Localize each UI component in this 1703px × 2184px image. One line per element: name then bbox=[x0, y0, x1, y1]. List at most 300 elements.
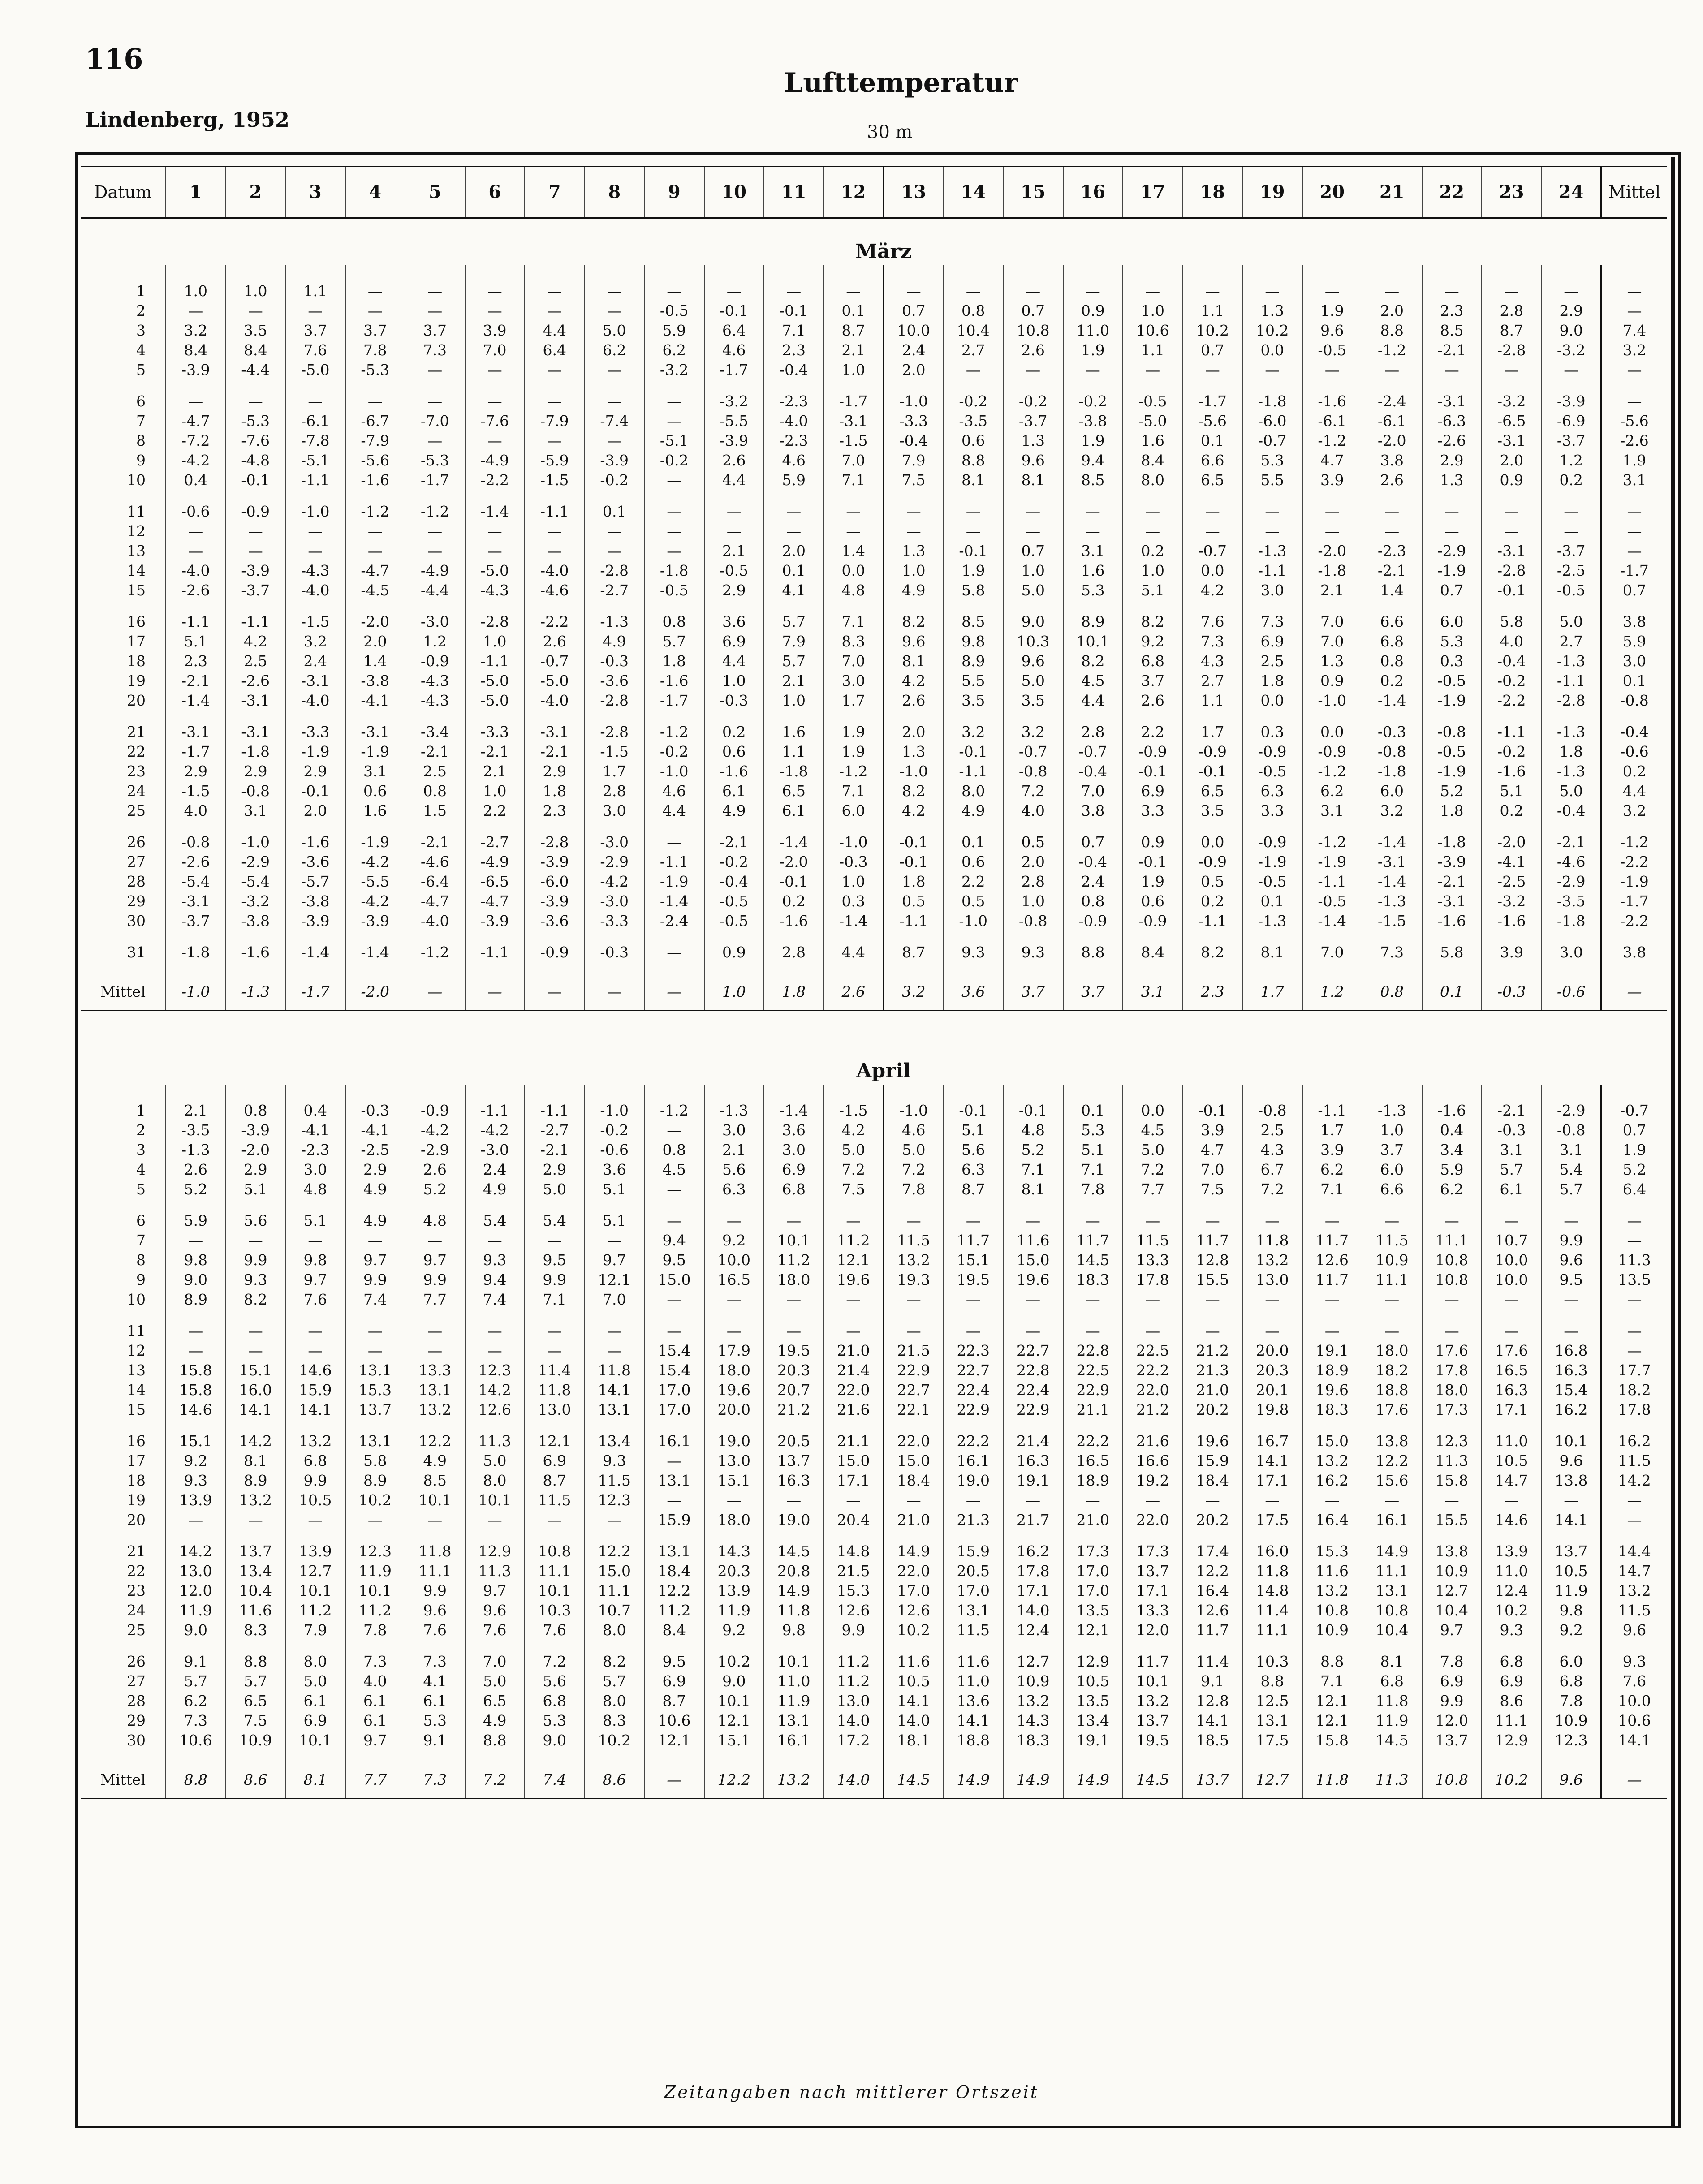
value-cell: 5.0 bbox=[1542, 781, 1602, 801]
value-cell: -3.9 bbox=[525, 852, 585, 872]
value-cell: -4.3 bbox=[405, 691, 465, 711]
value-cell: -7.6 bbox=[465, 411, 525, 431]
table-row bbox=[81, 1471, 1667, 1490]
value-cell: 15.9 bbox=[644, 1510, 704, 1530]
value-cell: 4.4 bbox=[824, 943, 884, 962]
day-cell: 13 bbox=[127, 1361, 146, 1379]
value-cell: — bbox=[764, 1211, 824, 1231]
value-cell: — bbox=[585, 392, 645, 411]
page-number: 116 bbox=[85, 43, 143, 75]
value-cell: -4.6 bbox=[525, 581, 585, 600]
value-cell: — bbox=[1242, 502, 1302, 521]
value-cell: 6.0 bbox=[1362, 1160, 1422, 1180]
value-cell: 13.0 bbox=[166, 1561, 226, 1581]
value-cell: -4.7 bbox=[166, 411, 226, 431]
value-cell: 5.5 bbox=[944, 671, 1004, 691]
value-cell: 7.8 bbox=[1063, 1180, 1123, 1199]
value-cell: 0.2 bbox=[764, 892, 824, 911]
value-cell: -2.6 bbox=[226, 671, 286, 691]
value-cell: — bbox=[644, 1290, 704, 1310]
value-cell: 13.4 bbox=[585, 1431, 645, 1451]
value-cell: 1.9 bbox=[824, 722, 884, 742]
value-cell: -1.3 bbox=[1242, 911, 1302, 931]
value-cell: — bbox=[525, 1321, 585, 1341]
table-row bbox=[81, 742, 1667, 762]
value-cell: 9.3 bbox=[1003, 943, 1063, 962]
value-cell: 16.4 bbox=[1183, 1581, 1243, 1601]
mean-cell: 8.1 bbox=[285, 1762, 345, 1799]
value-cell: -3.7 bbox=[226, 581, 286, 600]
table-row bbox=[81, 1490, 1667, 1510]
value-cell: 0.7 bbox=[1422, 581, 1482, 600]
value-cell: -3.7 bbox=[1003, 411, 1063, 431]
value-cell: 12.2 bbox=[1183, 1561, 1243, 1581]
value-cell: -4.2 bbox=[166, 451, 226, 470]
value-cell: 9.1 bbox=[405, 1731, 465, 1750]
daily-mean-cell: — bbox=[1601, 360, 1667, 380]
value-cell: 17.0 bbox=[1063, 1561, 1123, 1581]
value-cell: 2.0 bbox=[1362, 301, 1422, 321]
value-cell: 15.9 bbox=[944, 1542, 1004, 1561]
value-cell: -5.1 bbox=[285, 451, 345, 470]
value-cell: 2.5 bbox=[226, 651, 286, 671]
value-cell: 12.7 bbox=[285, 1561, 345, 1581]
value-cell: -0.4 bbox=[1542, 801, 1602, 821]
mean-cell: 14.9 bbox=[1063, 1762, 1123, 1799]
value-cell: 13.4 bbox=[226, 1561, 286, 1581]
value-cell: -2.9 bbox=[226, 852, 286, 872]
value-cell: — bbox=[585, 1231, 645, 1250]
value-cell: — bbox=[644, 943, 704, 962]
value-cell: -0.5 bbox=[1302, 892, 1362, 911]
value-cell: 8.2 bbox=[1183, 943, 1243, 962]
day-cell: 7 bbox=[136, 412, 146, 430]
value-cell: 8.2 bbox=[884, 781, 944, 801]
value-cell: 2.4 bbox=[285, 651, 345, 671]
value-cell: 1.0 bbox=[824, 360, 884, 380]
value-cell: 10.5 bbox=[1482, 1451, 1542, 1471]
daily-mean-cell: 1.9 bbox=[1601, 451, 1667, 470]
value-cell: 8.4 bbox=[644, 1620, 704, 1640]
value-cell: 12.6 bbox=[1183, 1601, 1243, 1620]
value-cell: 1.9 bbox=[824, 742, 884, 762]
day-cell: 16 bbox=[127, 1432, 146, 1450]
daily-mean-cell: 14.1 bbox=[1601, 1731, 1667, 1750]
value-cell: — bbox=[1242, 1290, 1302, 1310]
value-cell: 5.6 bbox=[226, 1211, 286, 1231]
day-cell: 3 bbox=[136, 1141, 146, 1159]
value-cell: 22.4 bbox=[944, 1380, 1004, 1400]
value-cell: 15.4 bbox=[1542, 1380, 1602, 1400]
value-cell: 10.4 bbox=[944, 321, 1004, 340]
value-cell: 2.5 bbox=[1242, 1120, 1302, 1140]
value-cell: -1.1 bbox=[525, 502, 585, 521]
value-cell: 8.7 bbox=[944, 1180, 1004, 1199]
table-row bbox=[81, 762, 1667, 781]
value-cell: — bbox=[704, 1290, 764, 1310]
day-cell: 24 bbox=[127, 782, 146, 800]
value-cell: -1.9 bbox=[1422, 561, 1482, 581]
value-cell: -1.6 bbox=[226, 943, 286, 962]
value-cell: — bbox=[1362, 521, 1422, 541]
value-cell: -0.3 bbox=[585, 943, 645, 962]
value-cell: 7.3 bbox=[1183, 632, 1243, 651]
value-cell: 9.3 bbox=[944, 943, 1004, 962]
value-cell: — bbox=[465, 360, 525, 380]
value-cell: 7.3 bbox=[166, 1711, 226, 1731]
value-cell: — bbox=[884, 1290, 944, 1310]
value-cell: 3.0 bbox=[285, 1160, 345, 1180]
value-cell: -3.3 bbox=[465, 722, 525, 742]
value-cell: — bbox=[585, 281, 645, 301]
value-cell: 9.7 bbox=[285, 1270, 345, 1290]
value-cell: -3.0 bbox=[585, 832, 645, 852]
value-cell: 5.1 bbox=[226, 1180, 286, 1199]
value-cell: -2.1 bbox=[405, 742, 465, 762]
value-cell: -3.3 bbox=[585, 911, 645, 931]
value-cell: 21.0 bbox=[824, 1341, 884, 1361]
value-cell: 16.3 bbox=[1482, 1380, 1542, 1400]
value-cell: -7.9 bbox=[345, 431, 405, 451]
value-cell: -0.2 bbox=[944, 392, 1004, 411]
value-cell: 18.3 bbox=[1302, 1400, 1362, 1420]
value-cell: 10.1 bbox=[764, 1231, 824, 1250]
value-cell: 11.7 bbox=[1063, 1231, 1123, 1250]
value-cell: 1.0 bbox=[764, 691, 824, 711]
page-title: Lufttemperatur bbox=[784, 67, 1018, 99]
value-cell: 10.9 bbox=[1542, 1711, 1602, 1731]
value-cell: — bbox=[1063, 1290, 1123, 1310]
value-cell: 22.9 bbox=[1063, 1380, 1123, 1400]
value-cell: 10.1 bbox=[465, 1490, 525, 1510]
value-cell: 7.0 bbox=[1302, 612, 1362, 632]
day-cell: 23 bbox=[127, 1582, 146, 1599]
value-cell: 7.2 bbox=[1003, 781, 1063, 801]
value-cell: -0.6 bbox=[585, 1140, 645, 1160]
value-cell: -1.5 bbox=[285, 612, 345, 632]
daily-mean-cell: 3.1 bbox=[1601, 470, 1667, 490]
value-cell: -0.5 bbox=[1302, 340, 1362, 360]
value-cell: 1.8 bbox=[1542, 742, 1602, 762]
value-cell: 8.7 bbox=[884, 943, 944, 962]
value-cell: 13.7 bbox=[1123, 1711, 1183, 1731]
value-cell: 2.0 bbox=[345, 632, 405, 651]
table-row bbox=[81, 1601, 1667, 1620]
value-cell: — bbox=[285, 301, 345, 321]
month-name: März bbox=[855, 240, 912, 263]
value-cell: 22.5 bbox=[1123, 1341, 1183, 1361]
value-cell: 11.9 bbox=[166, 1601, 226, 1620]
value-cell: 10.5 bbox=[285, 1490, 345, 1510]
value-cell: — bbox=[1123, 521, 1183, 541]
value-cell: — bbox=[1183, 360, 1243, 380]
value-cell: 1.0 bbox=[465, 781, 525, 801]
value-cell: 10.1 bbox=[405, 1490, 465, 1510]
mean-cell: 3.1 bbox=[1123, 974, 1183, 1011]
day-cell: 20 bbox=[127, 1511, 146, 1529]
value-cell: 2.1 bbox=[824, 340, 884, 360]
value-cell: 18.8 bbox=[1362, 1380, 1422, 1400]
value-cell: 15.6 bbox=[1362, 1471, 1422, 1490]
footnote: Zeitangaben nach mittlerer Ortszeit bbox=[664, 2082, 1039, 2102]
value-cell: 12.4 bbox=[1482, 1581, 1542, 1601]
value-cell: 4.5 bbox=[1123, 1120, 1183, 1140]
value-cell: -3.8 bbox=[1063, 411, 1123, 431]
value-cell: — bbox=[1422, 281, 1482, 301]
value-cell: — bbox=[1302, 1321, 1362, 1341]
value-cell: 13.4 bbox=[1063, 1711, 1123, 1731]
value-cell: 14.1 bbox=[1542, 1510, 1602, 1530]
value-cell: 7.3 bbox=[1242, 612, 1302, 632]
daily-mean-cell: — bbox=[1601, 1290, 1667, 1310]
value-cell: 9.0 bbox=[1542, 321, 1602, 340]
column-header: 15 bbox=[1003, 167, 1063, 218]
column-header: 20 bbox=[1302, 167, 1362, 218]
value-cell: -2.6 bbox=[166, 581, 226, 600]
value-cell: — bbox=[405, 521, 465, 541]
value-cell: 10.3 bbox=[525, 1601, 585, 1620]
value-cell: 2.6 bbox=[1123, 691, 1183, 711]
value-cell: 11.1 bbox=[1362, 1561, 1422, 1581]
value-cell: 14.3 bbox=[704, 1542, 764, 1561]
value-cell: -3.7 bbox=[1542, 431, 1602, 451]
value-cell: 4.0 bbox=[1482, 632, 1542, 651]
value-cell: — bbox=[1183, 281, 1243, 301]
value-cell: 9.0 bbox=[166, 1270, 226, 1290]
value-cell: 1.0 bbox=[1362, 1120, 1422, 1140]
table-row bbox=[81, 1731, 1667, 1750]
value-cell: -7.0 bbox=[405, 411, 465, 431]
value-cell: — bbox=[1362, 1490, 1422, 1510]
value-cell: -3.5 bbox=[166, 1120, 226, 1140]
value-cell: -1.8 bbox=[1362, 762, 1422, 781]
value-cell: — bbox=[585, 521, 645, 541]
value-cell: -0.1 bbox=[764, 301, 824, 321]
daily-mean-cell: — bbox=[1601, 1341, 1667, 1361]
value-cell: -2.2 bbox=[1482, 691, 1542, 711]
value-cell: -0.3 bbox=[1482, 1120, 1542, 1140]
value-cell: 7.0 bbox=[585, 1290, 645, 1310]
value-cell: -2.3 bbox=[764, 431, 824, 451]
value-cell: 7.9 bbox=[764, 632, 824, 651]
value-cell: — bbox=[405, 281, 465, 301]
value-cell: 11.7 bbox=[1302, 1270, 1362, 1290]
daily-mean-cell: — bbox=[1601, 1510, 1667, 1530]
value-cell: 5.1 bbox=[1482, 781, 1542, 801]
value-cell: 17.3 bbox=[1063, 1542, 1123, 1561]
value-cell: -1.1 bbox=[465, 1101, 525, 1120]
value-cell: 16.1 bbox=[1362, 1510, 1422, 1530]
daily-mean-cell: 14.2 bbox=[1601, 1471, 1667, 1490]
value-cell: 2.0 bbox=[1482, 451, 1542, 470]
value-cell: 11.2 bbox=[824, 1671, 884, 1691]
value-cell: 1.7 bbox=[824, 691, 884, 711]
value-cell: 6.1 bbox=[1482, 1180, 1542, 1199]
table-row bbox=[81, 1620, 1667, 1640]
value-cell: 18.0 bbox=[764, 1270, 824, 1290]
value-cell: 15.8 bbox=[166, 1380, 226, 1400]
value-cell: 13.1 bbox=[1242, 1711, 1302, 1731]
value-cell: 10.9 bbox=[226, 1731, 286, 1750]
value-cell: 2.3 bbox=[1422, 301, 1482, 321]
value-cell: — bbox=[944, 1321, 1004, 1341]
value-cell: 10.0 bbox=[1482, 1270, 1542, 1290]
value-cell: 4.1 bbox=[405, 1671, 465, 1691]
value-cell: -1.1 bbox=[884, 911, 944, 931]
table-row bbox=[81, 911, 1667, 931]
value-cell: 7.1 bbox=[824, 470, 884, 490]
value-cell: 12.8 bbox=[1183, 1250, 1243, 1270]
value-cell: 13.1 bbox=[644, 1471, 704, 1490]
value-cell: 4.0 bbox=[345, 1671, 405, 1691]
value-cell: 6.2 bbox=[1422, 1180, 1482, 1199]
daily-mean-cell: 11.5 bbox=[1601, 1601, 1667, 1620]
day-cell: 10 bbox=[127, 471, 146, 489]
value-cell: 13.8 bbox=[1542, 1471, 1602, 1490]
value-cell: 1.4 bbox=[1362, 581, 1422, 600]
value-cell: — bbox=[405, 431, 465, 451]
value-cell: 11.1 bbox=[1242, 1620, 1302, 1640]
value-cell: — bbox=[1183, 521, 1243, 541]
value-cell: 10.2 bbox=[1242, 321, 1302, 340]
mean-cell: 8.8 bbox=[166, 1762, 226, 1799]
value-cell: -1.3 bbox=[704, 1101, 764, 1120]
value-cell: -0.9 bbox=[1242, 832, 1302, 852]
value-cell: 6.5 bbox=[226, 1691, 286, 1711]
value-cell: — bbox=[1542, 502, 1602, 521]
value-cell: 2.1 bbox=[1302, 581, 1362, 600]
value-cell: 4.8 bbox=[285, 1180, 345, 1199]
mean-cell: -1.7 bbox=[285, 974, 345, 1011]
value-cell: 17.3 bbox=[1422, 1400, 1482, 1420]
value-cell: 3.7 bbox=[405, 321, 465, 340]
daily-mean-cell: 6.4 bbox=[1601, 1180, 1667, 1199]
value-cell: 4.7 bbox=[1183, 1140, 1243, 1160]
value-cell: 5.8 bbox=[1482, 612, 1542, 632]
value-cell: — bbox=[525, 431, 585, 451]
value-cell: 14.2 bbox=[465, 1380, 525, 1400]
value-cell: 5.3 bbox=[405, 1711, 465, 1731]
value-cell: 10.8 bbox=[1422, 1270, 1482, 1290]
value-cell: -1.7 bbox=[704, 360, 764, 380]
value-cell: — bbox=[644, 1321, 704, 1341]
value-cell: 6.0 bbox=[1362, 781, 1422, 801]
value-cell: 8.8 bbox=[226, 1652, 286, 1671]
value-cell: -0.3 bbox=[824, 852, 884, 872]
value-cell: -7.2 bbox=[166, 431, 226, 451]
value-cell: 14.9 bbox=[884, 1542, 944, 1561]
day-cell: 22 bbox=[127, 1562, 146, 1580]
value-cell: -3.9 bbox=[166, 360, 226, 380]
value-cell: -2.8 bbox=[1542, 691, 1602, 711]
value-cell: -2.5 bbox=[1482, 872, 1542, 892]
value-cell: 3.8 bbox=[1362, 451, 1422, 470]
day-cell: 12 bbox=[127, 1342, 146, 1359]
value-cell: -2.0 bbox=[345, 612, 405, 632]
value-cell: — bbox=[704, 281, 764, 301]
value-cell: 19.8 bbox=[1242, 1400, 1302, 1420]
column-header: 2 bbox=[226, 167, 286, 218]
value-cell: 11.0 bbox=[944, 1671, 1004, 1691]
value-cell: 8.8 bbox=[1242, 1671, 1302, 1691]
value-cell: 19.5 bbox=[944, 1270, 1004, 1290]
value-cell: -2.8 bbox=[525, 832, 585, 852]
value-cell: — bbox=[465, 541, 525, 561]
value-cell: 2.0 bbox=[1003, 852, 1063, 872]
value-cell: 13.2 bbox=[1302, 1581, 1362, 1601]
value-cell: 12.5 bbox=[1242, 1691, 1302, 1711]
value-cell: 16.3 bbox=[764, 1471, 824, 1490]
daily-mean-cell: -1.9 bbox=[1601, 872, 1667, 892]
value-cell: 8.3 bbox=[585, 1711, 645, 1731]
mean-cell: 0.1 bbox=[1422, 974, 1482, 1011]
value-cell: 2.6 bbox=[884, 691, 944, 711]
value-cell: — bbox=[1242, 1211, 1302, 1231]
value-cell: 2.8 bbox=[1003, 872, 1063, 892]
value-cell: -0.4 bbox=[764, 360, 824, 380]
value-cell: 3.3 bbox=[1242, 801, 1302, 821]
value-cell: -7.6 bbox=[226, 431, 286, 451]
value-cell: 0.9 bbox=[704, 943, 764, 962]
value-cell: 1.7 bbox=[1302, 1120, 1362, 1140]
value-cell: 2.3 bbox=[525, 801, 585, 821]
value-cell: — bbox=[465, 392, 525, 411]
value-cell: -4.4 bbox=[405, 581, 465, 600]
value-cell: 9.5 bbox=[525, 1250, 585, 1270]
value-cell: 8.0 bbox=[1123, 470, 1183, 490]
value-cell: 5.3 bbox=[1063, 1120, 1123, 1140]
value-cell: 12.3 bbox=[345, 1542, 405, 1561]
value-cell: 5.1 bbox=[1063, 1140, 1123, 1160]
value-cell: -1.0 bbox=[585, 1101, 645, 1120]
value-cell: -0.2 bbox=[585, 1120, 645, 1140]
table-row bbox=[81, 1160, 1667, 1180]
value-cell: — bbox=[884, 502, 944, 521]
value-cell: -0.8 bbox=[226, 781, 286, 801]
value-cell: 19.0 bbox=[704, 1431, 764, 1451]
value-cell: -1.0 bbox=[944, 911, 1004, 931]
value-cell: — bbox=[405, 360, 465, 380]
value-cell: 8.7 bbox=[644, 1691, 704, 1711]
value-cell: -0.8 bbox=[1542, 1120, 1602, 1140]
value-cell: 19.1 bbox=[1063, 1731, 1123, 1750]
column-header: 5 bbox=[405, 167, 465, 218]
value-cell: -0.4 bbox=[884, 431, 944, 451]
column-header: 23 bbox=[1482, 167, 1542, 218]
value-cell: -1.0 bbox=[884, 762, 944, 781]
value-cell: 13.2 bbox=[405, 1400, 465, 1420]
value-cell: — bbox=[1302, 1211, 1362, 1231]
value-cell: -2.1 bbox=[525, 742, 585, 762]
value-cell: — bbox=[644, 502, 704, 521]
value-cell: 21.3 bbox=[1183, 1361, 1243, 1380]
value-cell: 6.9 bbox=[1242, 632, 1302, 651]
value-cell: 4.9 bbox=[704, 801, 764, 821]
daily-mean-cell: 0.7 bbox=[1601, 1120, 1667, 1140]
value-cell: 7.2 bbox=[884, 1160, 944, 1180]
value-cell: 19.3 bbox=[884, 1270, 944, 1290]
value-cell: 9.3 bbox=[465, 1250, 525, 1270]
value-cell: 17.8 bbox=[1123, 1270, 1183, 1290]
value-cell: 14.0 bbox=[824, 1711, 884, 1731]
value-cell: — bbox=[1542, 1321, 1602, 1341]
value-cell: — bbox=[644, 411, 704, 431]
value-cell: 2.1 bbox=[704, 1140, 764, 1160]
value-cell: -1.6 bbox=[704, 762, 764, 781]
value-cell: -2.6 bbox=[1422, 431, 1482, 451]
monthly-mean-row bbox=[81, 974, 1667, 1011]
value-cell: -2.1 bbox=[1422, 872, 1482, 892]
